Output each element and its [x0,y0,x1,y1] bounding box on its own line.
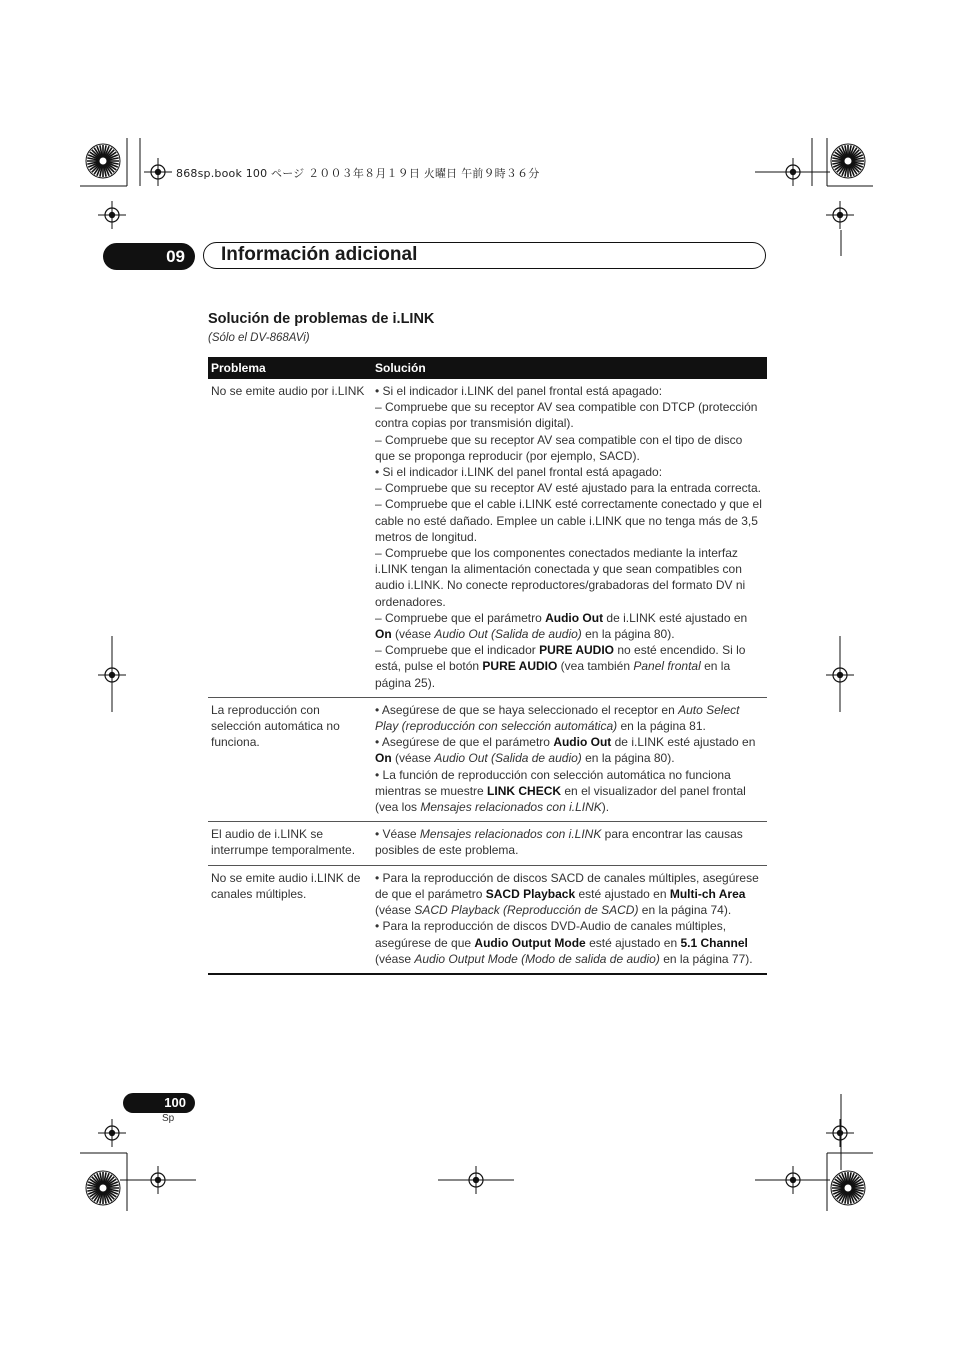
table-header-row [208,357,767,379]
column-header-solution: Solución [372,357,767,379]
book-header-line: 868sp.book 100 ページ ２００３年８月１９日 火曜日 午前９時３６分 [176,167,540,180]
troubleshooting-table [208,357,767,975]
column-header-problem: Problema [208,357,372,379]
table-row [208,865,767,974]
page-number: 100 [123,1093,195,1113]
table-row [208,379,767,697]
section-subtitle: (Sólo el DV-868AVi) [208,332,310,344]
chapter-number-badge: 09 [103,243,195,270]
table-row [208,697,767,821]
problem-cell: No se emite audio por i.LINK [208,379,372,697]
page-language: Sp [162,1113,175,1124]
problem-cell: No se emite audio i.LINK de canales múltiples. [208,865,372,974]
solution-cell: • Véase Mensajes relacionados con i.LINK para encontrar las causas posibles de este problema. [372,822,767,865]
problem-cell: El audio de i.LINK se interrumpe temporalmente. [208,822,372,865]
problem-cell: La reproducción con selección automática no funciona. [208,697,372,821]
chapter-title-box [203,242,766,269]
solution-cell: • Para la reproducción de discos SACD de canales múltiples, asegúrese de que el parámetro SACD Playback esté ajustado en Multi-ch Area (véase SACD Playback (Reproducción de SACD) en la página 74). • Para la reproducción de discos DVD-Audio de canales múltiples, asegúrese de que Audio Output Mode esté ajustado en 5.1 Channel (véase Audio Output Mode (Modo de salida de audio) en la página 77). [372,865,767,974]
solution-cell: • Si el indicador i.LINK del panel frontal está apagado: – Compruebe que su receptor AV sea compatible con DTCP (protección contra copias por transmisión digital). – Compruebe que su receptor AV sea compatible con el tipo de disco que se proponga reproducir (por ejemplo, SACD). • Si el indicador i.LINK del panel frontal está apagado: – Compruebe que su receptor AV esté ajustado para la entrada correcta. – Compruebe que el cable i.LINK esté correctamente conectado y que el cable no esté dañado. Emplee un cable i.LINK que no tenga más de 3,5 metros de longitud. – Compruebe que los componentes conectados mediante la interfaz i.LINK tengan la alimentación conectada y que sean compatibles con audio i.LINK. No conecte reproductores/grabadoras del formato DV ni ordenadores. – Compruebe que el parámetro Audio Out de i.LINK esté ajustado en On (véase Audio Out (Salida de audio) en la página 80). – Compruebe que el indicador PURE AUDIO no esté encendido. Si lo está, pulse el botón PURE AUDIO (vea también Panel frontal en la página 25). [372,379,767,697]
section-title: Solución de problemas de i.LINK [208,311,435,327]
chapter-title: Información adicional [221,244,418,265]
solution-cell: • Asegúrese de que se haya seleccionado el receptor en Auto Select Play (reproducción con selección automática) en la página 81. • Asegúrese de que el parámetro Audio Out de i.LINK esté ajustado en On (véase Audio Out (Salida de audio) en la página 80). • La función de reproducción con selección automática no funciona mientras se muestre LINK CHECK en el visualizador del panel frontal (vea los Mensajes relacionados con i.LINK). [372,697,767,821]
table-row [208,822,767,865]
